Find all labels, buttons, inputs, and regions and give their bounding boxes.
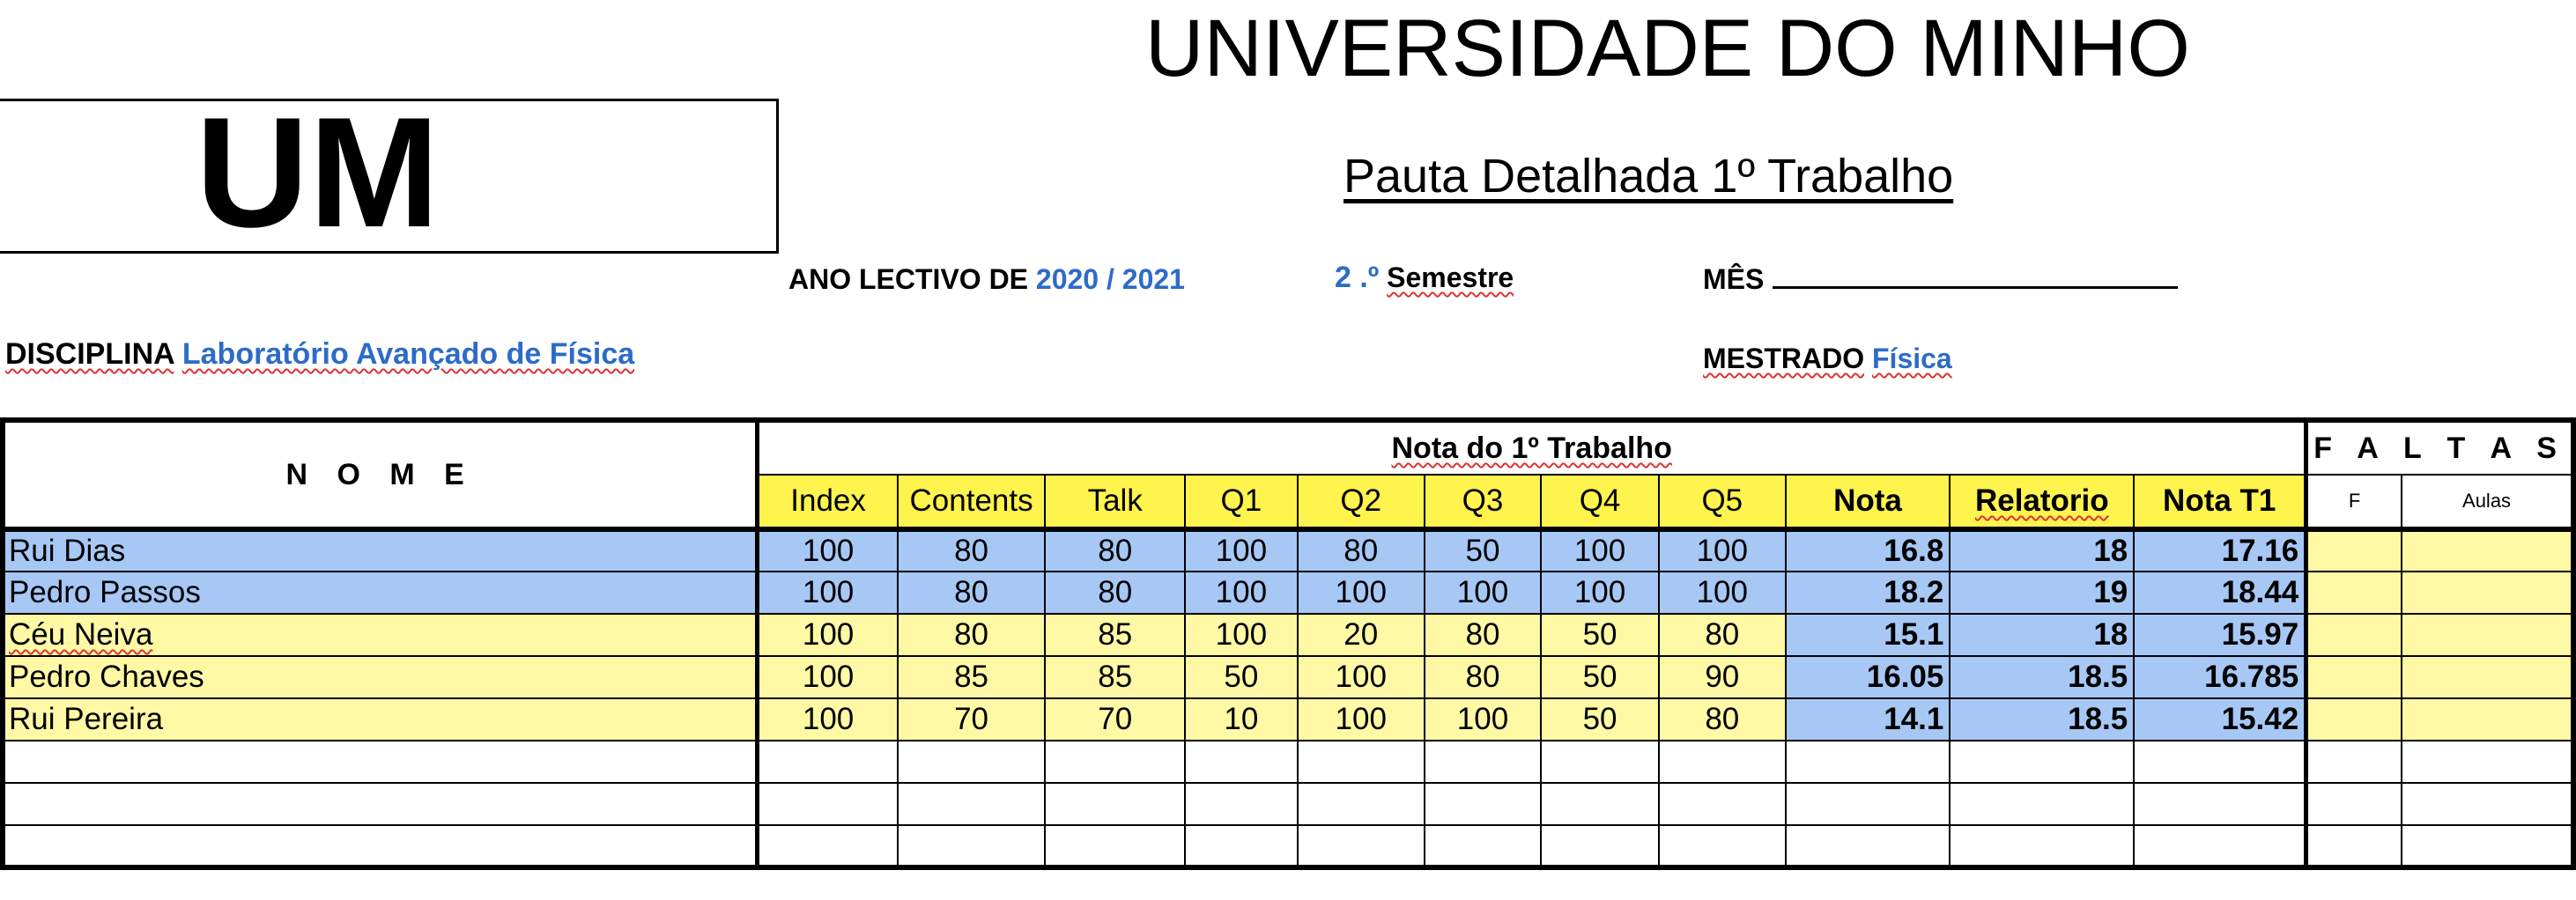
cell-q5[interactable]: 90 xyxy=(1659,656,1786,698)
cell-nota-t1[interactable] xyxy=(2134,825,2306,867)
semestre-field xyxy=(1335,258,1514,297)
table-row xyxy=(3,572,2573,614)
cell-q1[interactable]: 100 xyxy=(1185,572,1297,614)
col-header-q3: Q3 xyxy=(1425,475,1541,529)
cell-contents[interactable]: 85 xyxy=(898,656,1045,698)
cell-faltas-f[interactable] xyxy=(2306,529,2402,572)
cell-q2[interactable]: 100 xyxy=(1298,656,1425,698)
cell-contents[interactable]: 70 xyxy=(898,698,1045,741)
mes-field xyxy=(1703,260,2178,299)
cell-contents[interactable] xyxy=(898,825,1045,867)
cell-name[interactable]: Pedro Passos xyxy=(3,572,758,614)
cell-q3[interactable] xyxy=(1425,741,1541,783)
cell-contents[interactable]: 80 xyxy=(898,529,1045,572)
col-header-relatorio: Relatorio xyxy=(1950,475,2134,529)
cell-nota[interactable]: 16.8 xyxy=(1786,529,1951,572)
cell-q5[interactable]: 100 xyxy=(1659,529,1786,572)
cell-talk[interactable] xyxy=(1045,825,1185,867)
col-header-index: Index xyxy=(758,475,898,529)
cell-q2[interactable] xyxy=(1298,825,1425,867)
cell-contents[interactable]: 80 xyxy=(898,572,1045,614)
table-row-empty xyxy=(3,783,2573,825)
cell-faltas-aulas[interactable] xyxy=(2402,529,2573,572)
cell-q3[interactable]: 100 xyxy=(1425,572,1541,614)
col-header-q1: Q1 xyxy=(1185,475,1297,529)
cell-nota-t1[interactable]: 15.42 xyxy=(2134,698,2306,741)
cell-faltas-f[interactable] xyxy=(2306,741,2402,783)
cell-q2[interactable] xyxy=(1298,741,1425,783)
cell-faltas-aulas[interactable] xyxy=(2402,698,2573,741)
cell-q1[interactable] xyxy=(1185,783,1297,825)
disciplina-label: DISCIPLINA xyxy=(5,337,174,371)
cell-q5[interactable] xyxy=(1659,825,1786,867)
cell-talk[interactable]: 80 xyxy=(1045,572,1185,614)
cell-nota[interactable] xyxy=(1786,783,1951,825)
cell-name[interactable]: Rui Dias xyxy=(3,529,758,572)
cell-talk[interactable]: 85 xyxy=(1045,614,1185,656)
cell-q2[interactable]: 80 xyxy=(1298,529,1425,572)
disciplina-value: Laboratório Avançado de Física xyxy=(181,337,635,371)
cell-nota[interactable]: 14.1 xyxy=(1786,698,1951,741)
cell-faltas-aulas[interactable] xyxy=(2402,825,2573,867)
cell-index[interactable]: 100 xyxy=(758,572,898,614)
table-row-empty xyxy=(3,741,2573,783)
col-header-nota: Nota xyxy=(1786,475,1951,529)
cell-q4[interactable] xyxy=(1541,825,1659,867)
cell-q1[interactable]: 10 xyxy=(1185,698,1297,741)
cell-q2[interactable] xyxy=(1298,783,1425,825)
cell-q3[interactable] xyxy=(1425,783,1541,825)
cell-nota-t1[interactable]: 16.785 xyxy=(2134,656,2306,698)
cell-talk[interactable]: 80 xyxy=(1045,529,1185,572)
cell-nota-t1[interactable]: 18.44 xyxy=(2134,572,2306,614)
cell-index[interactable]: 100 xyxy=(758,614,898,656)
cell-faltas-aulas[interactable] xyxy=(2402,572,2573,614)
cell-index[interactable] xyxy=(758,783,898,825)
cell-q3[interactable]: 80 xyxy=(1425,614,1541,656)
cell-q1[interactable]: 100 xyxy=(1185,614,1297,656)
cell-faltas-aulas[interactable] xyxy=(2402,741,2573,783)
cell-q1[interactable]: 50 xyxy=(1185,656,1297,698)
cell-nota[interactable]: 16.05 xyxy=(1786,656,1951,698)
cell-talk[interactable] xyxy=(1045,741,1185,783)
table-row xyxy=(3,698,2573,741)
cell-q3[interactable]: 50 xyxy=(1425,529,1541,572)
cell-name[interactable]: Céu Neiva xyxy=(3,614,758,656)
ano-lectivo-field xyxy=(788,260,1185,299)
cell-faltas-f[interactable] xyxy=(2306,783,2402,825)
cell-relatorio[interactable]: 18 xyxy=(1950,614,2134,656)
cell-q4[interactable]: 100 xyxy=(1541,529,1659,572)
cell-q2[interactable]: 100 xyxy=(1298,698,1425,741)
cell-relatorio[interactable]: 18.5 xyxy=(1950,656,2134,698)
header-nome: N O M E xyxy=(3,420,758,529)
cell-q2[interactable]: 20 xyxy=(1298,614,1425,656)
grade-table xyxy=(0,417,2576,870)
cell-q5[interactable]: 80 xyxy=(1659,698,1786,741)
cell-q5[interactable] xyxy=(1659,783,1786,825)
cell-faltas-aulas[interactable] xyxy=(2402,656,2573,698)
cell-relatorio[interactable] xyxy=(1950,741,2134,783)
col-header-contents: Contents xyxy=(898,475,1045,529)
col-header-f: F xyxy=(2306,475,2402,529)
cell-q1[interactable] xyxy=(1185,825,1297,867)
cell-q3[interactable]: 80 xyxy=(1425,656,1541,698)
table-group-header-row xyxy=(3,420,2573,475)
cell-faltas-f[interactable] xyxy=(2306,614,2402,656)
table-row-empty xyxy=(3,825,2573,867)
cell-q4[interactable]: 50 xyxy=(1541,656,1659,698)
cell-contents[interactable] xyxy=(898,741,1045,783)
document-title: Pauta Detalhada 1º Trabalho xyxy=(1344,150,1954,203)
cell-q4[interactable] xyxy=(1541,741,1659,783)
cell-contents[interactable] xyxy=(898,783,1045,825)
semestre-label: Semestre xyxy=(1387,262,1514,293)
mestrado-label: MESTRADO xyxy=(1703,343,1865,374)
cell-faltas-f[interactable] xyxy=(2306,572,2402,614)
cell-q4[interactable] xyxy=(1541,783,1659,825)
cell-name[interactable]: Pedro Chaves xyxy=(3,656,758,698)
semestre-value: 2 .º xyxy=(1335,261,1380,294)
col-header-q4: Q4 xyxy=(1541,475,1659,529)
col-header-aulas: Aulas xyxy=(2402,475,2573,529)
cell-q1[interactable] xyxy=(1185,741,1297,783)
cell-index[interactable]: 100 xyxy=(758,529,898,572)
cell-name[interactable] xyxy=(3,783,758,825)
cell-faltas-aulas[interactable] xyxy=(2402,614,2573,656)
col-header-talk: Talk xyxy=(1045,475,1185,529)
cell-relatorio[interactable]: 18.5 xyxy=(1950,698,2134,741)
header-nota-trabalho: Nota do 1º Trabalho xyxy=(758,420,2306,475)
table-row xyxy=(3,614,2573,656)
mestrado-value: Física xyxy=(1872,343,1952,374)
cell-talk[interactable]: 70 xyxy=(1045,698,1185,741)
mes-blank-line[interactable] xyxy=(1773,260,2178,289)
cell-index[interactable]: 100 xyxy=(758,656,898,698)
cell-q3[interactable]: 100 xyxy=(1425,698,1541,741)
cell-nota[interactable] xyxy=(1786,825,1951,867)
mestrado-field xyxy=(1703,339,1952,378)
table-row xyxy=(3,529,2573,572)
cell-q2[interactable]: 100 xyxy=(1298,572,1425,614)
cell-faltas-f[interactable] xyxy=(2306,698,2402,741)
table-row xyxy=(3,656,2573,698)
disciplina-field xyxy=(5,335,634,373)
cell-relatorio[interactable]: 19 xyxy=(1950,572,2134,614)
cell-q4[interactable]: 50 xyxy=(1541,698,1659,741)
cell-faltas-f[interactable] xyxy=(2306,656,2402,698)
cell-faltas-aulas[interactable] xyxy=(2402,783,2573,825)
cell-index[interactable]: 100 xyxy=(758,698,898,741)
cell-q5[interactable]: 80 xyxy=(1659,614,1786,656)
cell-nota-t1[interactable] xyxy=(2134,741,2306,783)
col-header-q2: Q2 xyxy=(1298,475,1425,529)
mes-label: MÊS xyxy=(1703,263,1765,295)
cell-nota-t1[interactable]: 15.97 xyxy=(2134,614,2306,656)
cell-q4[interactable]: 100 xyxy=(1541,572,1659,614)
cell-nota-t1[interactable] xyxy=(2134,783,2306,825)
header-faltas: F A L T A S xyxy=(2306,420,2573,475)
ano-lectivo-value: 2020 / 2021 xyxy=(1035,263,1185,295)
cell-relatorio[interactable] xyxy=(1950,825,2134,867)
cell-faltas-f[interactable] xyxy=(2306,825,2402,867)
cell-name[interactable] xyxy=(3,825,758,867)
cell-name[interactable]: Rui Pereira xyxy=(3,698,758,741)
university-title: UNIVERSIDADE DO MINHO xyxy=(1145,4,2190,93)
cell-nota-t1[interactable]: 17.16 xyxy=(2134,529,2306,572)
cell-contents[interactable]: 80 xyxy=(898,614,1045,656)
cell-name[interactable] xyxy=(3,741,758,783)
cell-nota[interactable]: 15.1 xyxy=(1786,614,1951,656)
col-header-nota-t1: Nota T1 xyxy=(2134,475,2306,529)
cell-q4[interactable]: 50 xyxy=(1541,614,1659,656)
cell-index[interactable] xyxy=(758,825,898,867)
cell-relatorio[interactable]: 18 xyxy=(1950,529,2134,572)
cell-talk[interactable]: 85 xyxy=(1045,656,1185,698)
cell-nota[interactable]: 18.2 xyxy=(1786,572,1951,614)
cell-q3[interactable] xyxy=(1425,825,1541,867)
university-logo: UM xyxy=(196,85,440,260)
cell-index[interactable] xyxy=(758,741,898,783)
cell-nota[interactable] xyxy=(1786,741,1951,783)
cell-q1[interactable]: 100 xyxy=(1185,529,1297,572)
cell-relatorio[interactable] xyxy=(1950,783,2134,825)
cell-q5[interactable] xyxy=(1659,741,1786,783)
cell-talk[interactable] xyxy=(1045,783,1185,825)
col-header-q5: Q5 xyxy=(1659,475,1786,529)
ano-lectivo-label: ANO LECTIVO DE xyxy=(788,263,1029,295)
cell-q5[interactable]: 100 xyxy=(1659,572,1786,614)
